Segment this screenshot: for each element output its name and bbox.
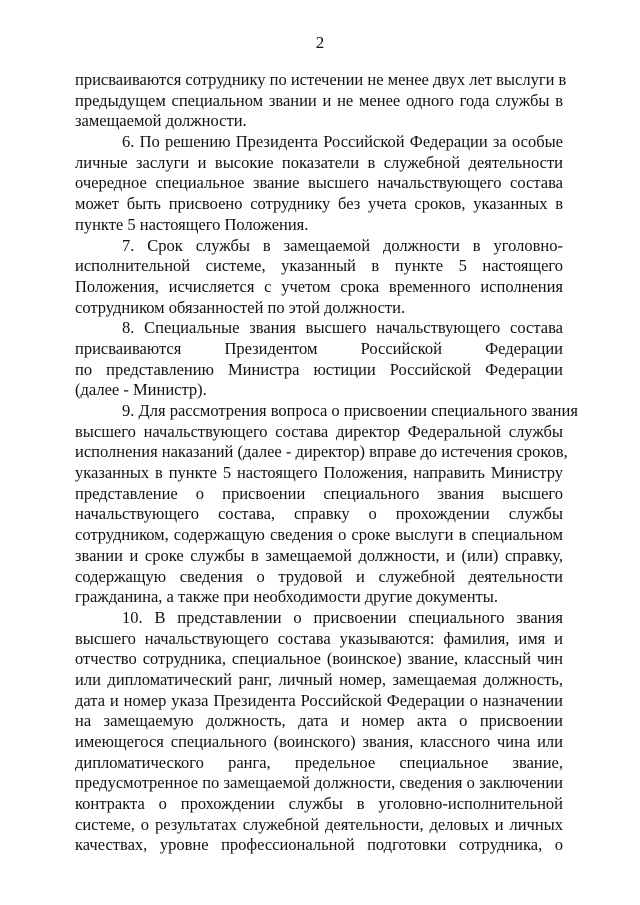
document-body xyxy=(75,70,578,856)
text-line: качествах, уровне профессиональной подготовки сотрудника, о xyxy=(75,835,563,855)
text-line: Положения, исчисляется с учетом срока временного исполнения xyxy=(75,276,563,296)
text-line: по представлению Министра юстиции Российской Федерации xyxy=(75,359,563,379)
text-line: присваиваются сотруднику по истечении не менее двух лет выслуги в xyxy=(75,70,567,89)
text-line: сотрудником, содержащую сведения о сроке выслуги в специальном xyxy=(75,525,563,545)
text-line: 8. Специальные звания высшего начальствующего состава xyxy=(122,318,563,338)
text-line: высшего начальствующего состава указываются: фамилия, имя и xyxy=(75,628,563,648)
text-line: или дипломатический ранг, личный номер, замещаемая должность, xyxy=(75,669,563,689)
text-line: пункте 5 настоящего Положения. xyxy=(75,214,309,234)
text-line: содержащую сведения о трудовой и служебной деятельности xyxy=(75,566,563,586)
text-line: высшего начальствующего состава директор Федеральной службы xyxy=(75,421,563,441)
text-line: представление о присвоении специального звания высшего xyxy=(75,483,563,503)
text-line: сотрудником обязанностей по этой должности. xyxy=(75,297,406,317)
text-line: отчество сотрудника, специальное (воинское) звание, классный чин xyxy=(75,649,563,669)
page-number: 2 xyxy=(315,33,325,52)
text-line: замещаемой должности. xyxy=(75,111,247,131)
text-line: может быть присвоено сотруднику без учета сроков, указанных в xyxy=(75,194,563,214)
text-line: личные заслуги и высокие показатели в служебной деятельности xyxy=(75,152,563,172)
text-line: звании и сроке службы в замещаемой должности, и (или) справку, xyxy=(75,545,563,565)
text-line: исполнения наказаний (далее - директор) вправе до истечения сроков, xyxy=(75,442,568,462)
text-line: предыдущем специальном звании и не менее одного года службы в xyxy=(75,90,563,110)
text-line: 6. По решению Президента Российской Федерации за особые xyxy=(122,132,563,152)
text-line: исполнительной системе, указанный в пункте 5 настоящего xyxy=(75,256,563,276)
text-line: 9. Для рассмотрения вопроса о присвоении специального звания xyxy=(122,401,578,420)
text-line: указанных в пункте 5 настоящего Положения, направить Министру xyxy=(75,463,563,483)
text-line: присваиваются Президентом Российской Федерации xyxy=(75,338,563,358)
text-line: контракта о прохождении службы в уголовно-исполнительной xyxy=(75,794,563,814)
text-line: имеющегося специального (воинского) звания, классного чина или xyxy=(75,732,563,751)
text-line: (далее - Министр). xyxy=(75,380,207,400)
text-line: очередное специальное звание высшего начальствующего состава xyxy=(75,173,563,193)
text-line: на замещаемую должность, дата и номер акта о присвоении xyxy=(75,711,563,731)
text-line: системе, о результатах служебной деятельности, деловых и личных xyxy=(75,814,563,834)
text-line: 10. В представлении о присвоении специального звания xyxy=(122,607,563,627)
text-line: 7. Срок службы в замещаемой должности в уголовно- xyxy=(122,235,563,255)
text-line: дата и номер указа Президента Российской Федерации о назначении xyxy=(75,690,563,710)
text-line: начальствующего состава, справку о прохождении службы xyxy=(75,504,563,524)
text-line: гражданина, а также при необходимости другие документы. xyxy=(75,587,498,607)
text-line: предусмотренное по замещаемой должности, сведения о заключении xyxy=(75,773,563,793)
text-line: дипломатического ранга, предельное специальное звание, xyxy=(75,752,563,772)
